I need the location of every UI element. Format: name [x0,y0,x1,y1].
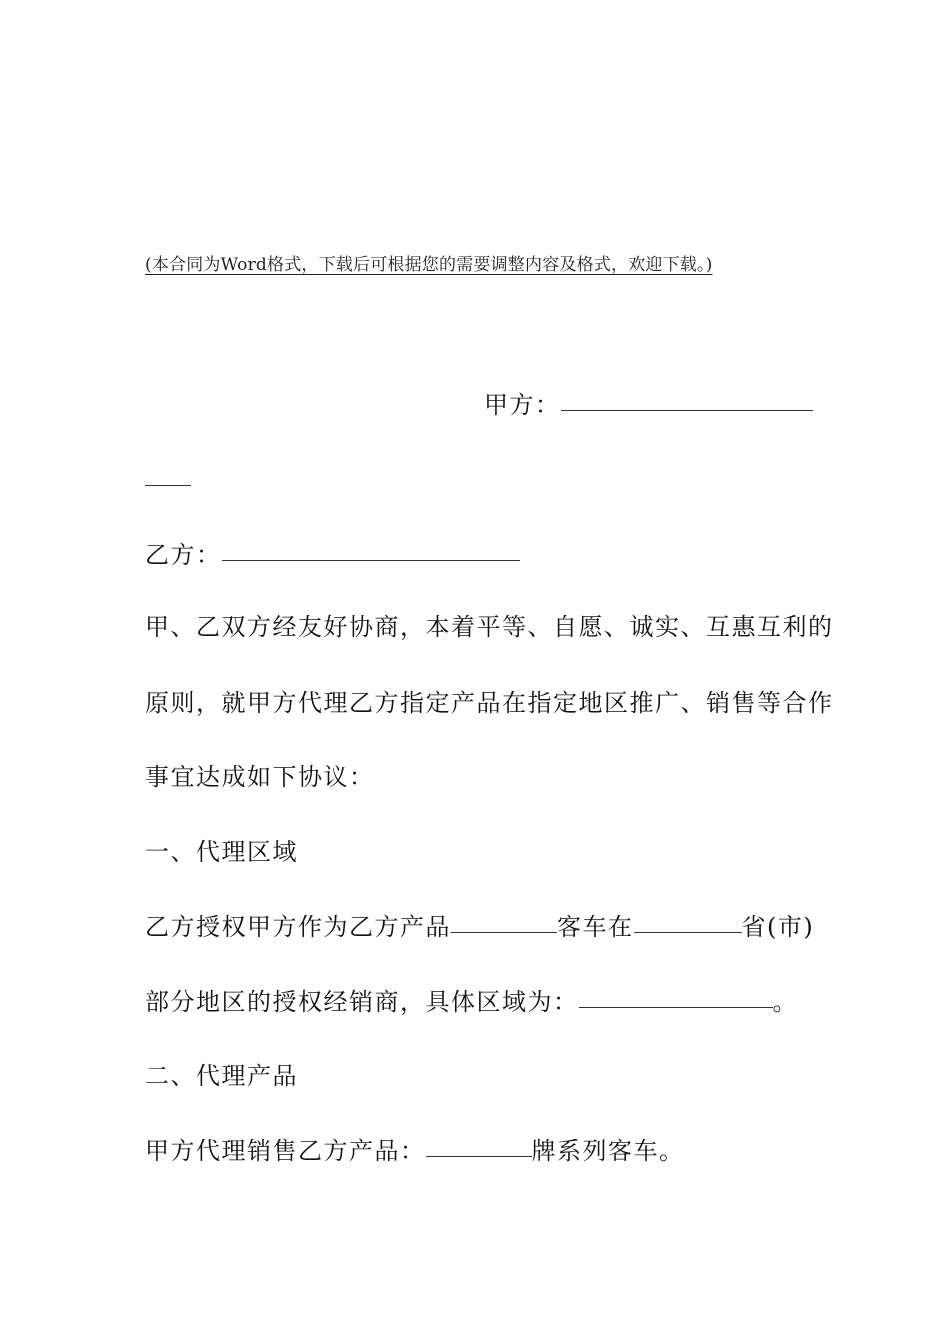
province-blank [634,931,742,933]
section-2-text-a: 甲方代理销售乙方产品： [145,1137,426,1165]
brand-blank [426,1155,532,1157]
party-a-blank [561,409,813,411]
section-1-text-a: 乙方授权甲方作为乙方产品 [145,913,451,941]
section-1-text-e: 。 [772,988,798,1016]
section-1-text-c: 省(市) [741,913,815,941]
product-model-blank [451,931,557,933]
party-a-blank-continuation [145,485,191,486]
party-a-label: 甲方： [484,391,561,419]
section-1-text-d: 部分地区的授权经销商，具体区域为： [145,988,579,1016]
party-b-line [145,535,520,570]
section-1-line-1 [145,907,814,942]
intro-line-1: 甲、乙双方经友好协商，本着平等、自愿、诚实、互惠互利的 [145,613,834,641]
intro-line-2: 原则，就甲方代理乙方指定产品在指定地区推广、销售等合作 [145,689,834,717]
intro-line-3: 事宜达成如下协议： [145,763,375,791]
header-note: (本合同为Word格式，下载后可根据您的需要调整内容及格式，欢迎下载。) [145,255,713,275]
section-2-heading: 二、代理产品 [145,1062,298,1090]
section-1-heading: 一、代理区域 [145,838,298,866]
section-2-line-1 [145,1131,685,1166]
party-a-line [484,385,813,420]
party-b-label: 乙方： [145,541,222,569]
section-1-text-b: 客车在 [557,913,634,941]
region-blank [579,1006,773,1008]
section-2-text-b: 牌系列客车。 [531,1137,685,1165]
section-1-line-2 [145,982,798,1017]
party-b-blank [222,559,520,561]
